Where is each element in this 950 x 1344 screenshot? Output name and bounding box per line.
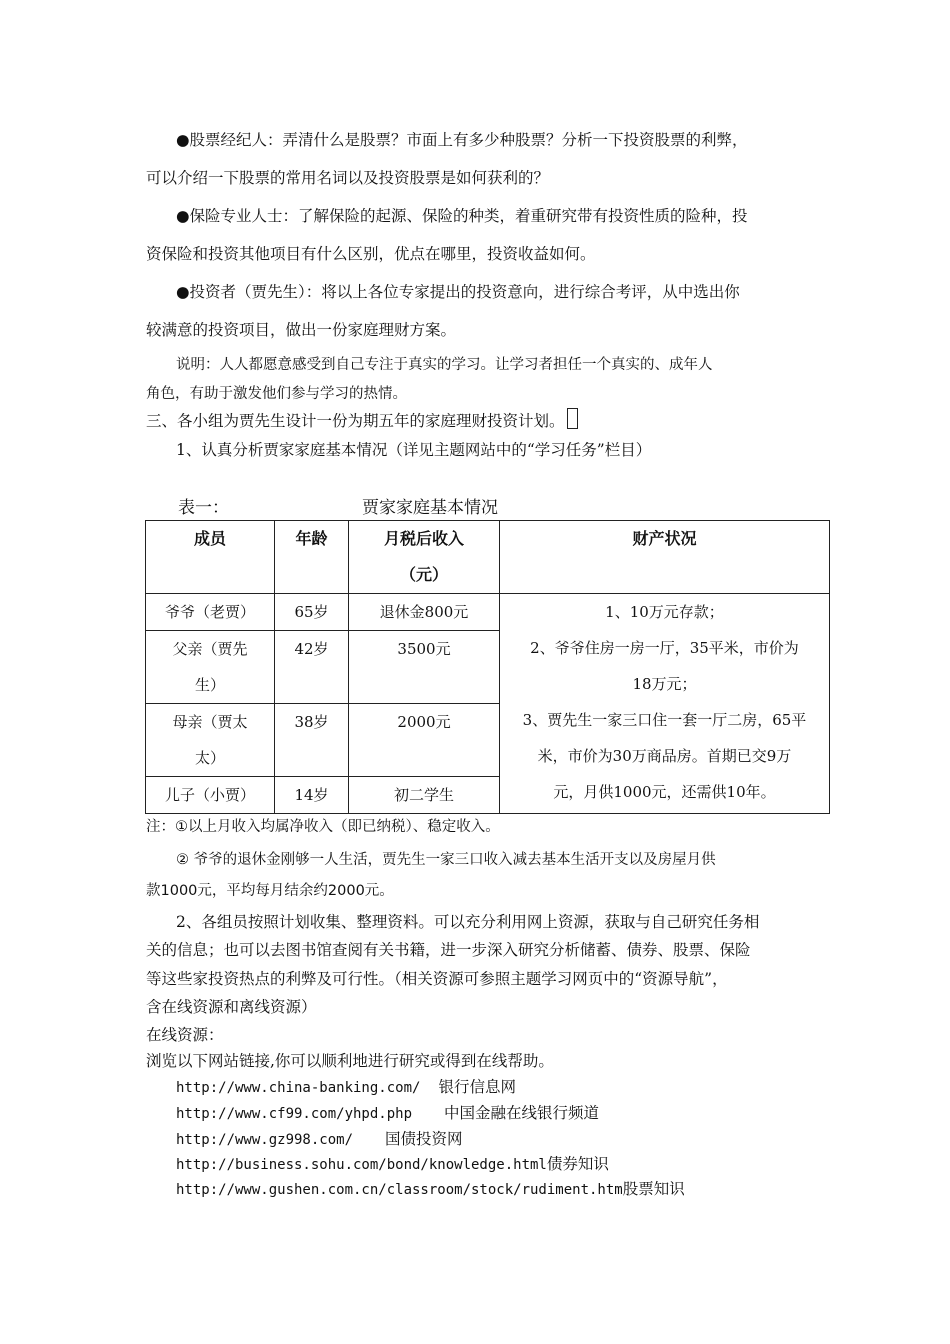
income-cell: 退休金800元 <box>349 594 500 631</box>
member-cell <box>146 704 275 777</box>
table-caption-title: 贾家家庭基本情况 <box>362 498 498 518</box>
age-cell: 65岁 <box>275 594 349 631</box>
step-two-line3: 等这些家投资热点的利弊及可行性。（相关资源可参照主题学习网页中的“资源导航”， <box>146 970 728 988</box>
header-member: 成员 <box>146 521 275 594</box>
member-line1: 父亲（贾先 <box>172 640 248 658</box>
role-stockbroker-line1: ●股票经纪人：弄清什么是股票？市面上有多少种股票？分析一下投资股票的利弊， <box>176 131 748 149</box>
resource-label: 银行信息网 <box>438 1078 516 1096</box>
resource-link-row <box>176 1177 685 1199</box>
step-two-line2: 关的信息；也可以去图书馆查阅有关书籍，进一步深入研究分析储蓄、债券、股票、保险 <box>146 941 751 959</box>
role-stockbroker-line2: 可以介绍一下股票的常用名词以及投资股票是如何获利的？ <box>146 169 550 187</box>
resource-label: 中国金融在线银行频道 <box>444 1104 600 1122</box>
property-cell <box>500 594 830 814</box>
header-income-line2: （元） <box>399 565 448 584</box>
explanation-line2: 角色，有助于激发他们参与学习的热情。 <box>146 386 407 402</box>
resource-url[interactable]: http://business.sohu.com/bond/knowledge.html <box>176 1157 547 1173</box>
header-income-line1: 月税后收入 <box>383 529 464 548</box>
property-line: 2、爷爷住房一房一厅，35平米，市价为 <box>530 639 799 657</box>
resource-label: 债券知识 <box>546 1155 609 1173</box>
role-investor-line2: 较满意的投资项目，做出一份家庭理财方案。 <box>146 321 457 339</box>
text-cursor-box <box>567 408 578 429</box>
property-line: 元，月供1000元，还需供10年。 <box>553 783 776 801</box>
resource-label: 股票知识 <box>622 1180 685 1198</box>
age-cell: 14岁 <box>275 777 349 814</box>
header-income <box>349 521 500 594</box>
resource-link-row <box>176 1075 516 1097</box>
online-resources-intro: 浏览以下网站链接,你可以顺利地进行研究或得到在线帮助。 <box>146 1052 554 1070</box>
resource-link-row <box>176 1101 599 1123</box>
property-line: 3、贾先生一家三口住一套一厅二房，65平 <box>522 711 807 729</box>
income-cell: 3500元 <box>349 631 500 704</box>
property-line: 1、10万元存款； <box>605 603 724 621</box>
resource-url[interactable]: http://www.cf99.com/yhpd.php <box>176 1106 413 1122</box>
header-age: 年龄 <box>275 521 349 594</box>
member-cell <box>146 631 275 704</box>
resource-url[interactable]: http://www.gushen.com.cn/classroom/stock/rudiment.htm <box>176 1182 623 1198</box>
resource-label: 国债投资网 <box>385 1130 463 1148</box>
resource-link-row <box>176 1127 463 1149</box>
member-cell: 爷爷（老贾） <box>146 594 275 631</box>
resource-url[interactable]: http://www.gz998.com/ <box>176 1132 354 1148</box>
property-line: 18万元； <box>632 675 697 693</box>
header-property: 财产状况 <box>500 521 830 594</box>
member-line2: 太） <box>194 749 225 767</box>
age-cell: 38岁 <box>275 704 349 777</box>
resource-link-row <box>176 1152 609 1174</box>
table-caption-label: 表一： <box>178 498 229 518</box>
member-line1: 母亲（贾太 <box>172 713 248 731</box>
income-cell: 2000元 <box>349 704 500 777</box>
online-resources-title: 在线资源： <box>146 1026 224 1044</box>
note-two-line1: ② 爷爷的退休金刚够一人生活，贾先生一家三口收入减去基本生活开支以及房屋月供 <box>176 852 716 868</box>
member-line2: 生） <box>194 676 225 694</box>
table-row <box>146 594 830 631</box>
income-cell: 初二学生 <box>349 777 500 814</box>
note-one: 注：①以上月收入均属净收入（即已纳税）、稳定收入。 <box>146 819 500 835</box>
role-insurance-line2: 资保险和投资其他项目有什么区别，优点在哪里，投资收益如何。 <box>146 245 596 263</box>
step-one: 1、认真分析贾家家庭基本情况（详见主题网站中的“学习任务”栏目） <box>176 441 652 459</box>
section-three-heading: 三、各小组为贾先生设计一份为期五年的家庭理财投资计划。 <box>146 408 578 431</box>
member-cell: 儿子（小贾） <box>146 777 275 814</box>
property-line: 米，市价为30万商品房。首期已交9万 <box>537 747 792 765</box>
role-insurance-line1: ●保险专业人士：了解保险的起源、保险的种类，着重研究带有投资性质的险种，投 <box>176 207 748 225</box>
note-two-line2: 款1000元，平均每月结余约2000元。 <box>146 883 394 899</box>
step-two-line1: 2、各组员按照计划收集、整理资料。可以充分利用网上资源，获取与自己研究任务相 <box>176 913 760 931</box>
resource-url[interactable]: http://www.china-banking.com/ <box>176 1080 421 1096</box>
step-two-line4: 含在线资源和离线资源） <box>146 998 317 1016</box>
age-cell: 42岁 <box>275 631 349 704</box>
role-investor-line1: ●投资者（贾先生）：将以上各位专家提出的投资意向，进行综合考评，从中选出你 <box>176 283 740 301</box>
table-header-row <box>146 521 830 594</box>
explanation-line1: 说明：人人都愿意感受到自己专注于真实的学习。让学习者担任一个真实的、成年人 <box>176 357 713 373</box>
family-info-table <box>145 520 830 814</box>
